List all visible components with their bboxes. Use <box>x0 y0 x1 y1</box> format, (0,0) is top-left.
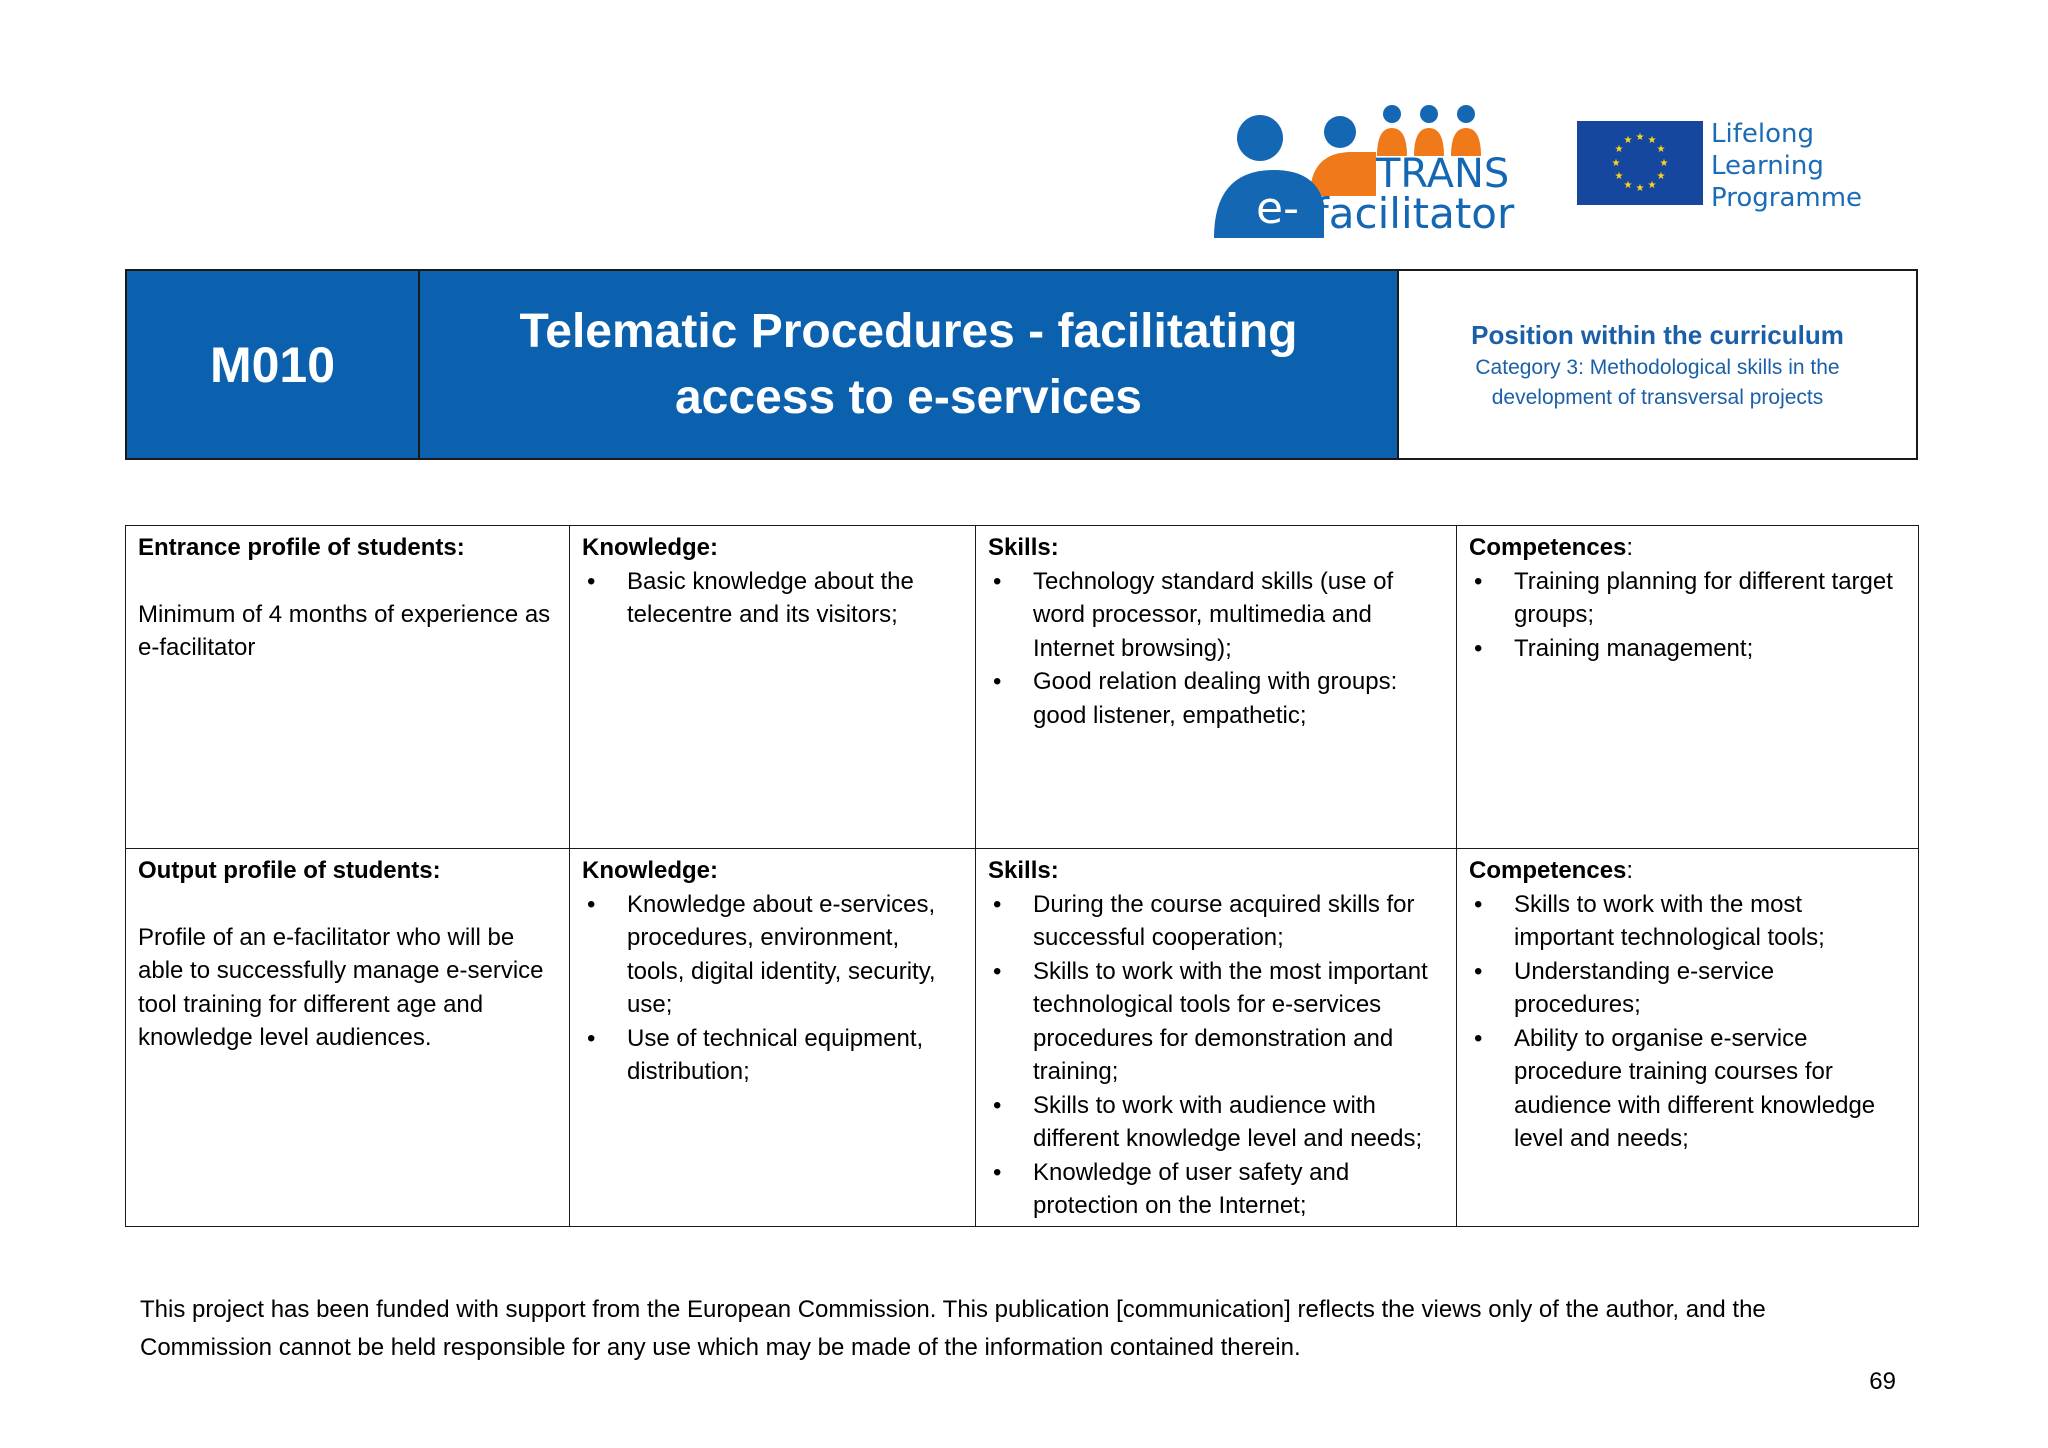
module-header <box>125 269 1918 460</box>
entrance-competences-header: Competences: <box>1469 534 1634 561</box>
list-item: • Skills to work with the most important technological tools for e-services procedures for demonstration and training; <box>988 955 1444 1089</box>
output-knowledge-list <box>582 888 963 1089</box>
eu-flag-icon <box>1577 121 1703 205</box>
output-profile-description: Profile of an e-facilitator who will be able to successfully manage e-service tool training for different age and knowledge level audiences. <box>138 923 544 1051</box>
module-title: Telematic Procedures - facilitating access to e-services <box>420 271 1399 458</box>
module-code: M010 <box>127 271 420 458</box>
eu-text-line3: Programme <box>1711 183 1863 213</box>
page-number: 69 <box>1869 1368 1896 1395</box>
svg-text:★: ★ <box>1647 135 1657 146</box>
entrance-skills-cell <box>976 526 1457 849</box>
list-item: • Skills to work with the most important technological tools; <box>1469 888 1906 955</box>
entrance-competences-cell <box>1457 526 1919 849</box>
entrance-knowledge-list <box>582 565 963 632</box>
output-knowledge-cell <box>570 849 976 1227</box>
entrance-profile-label: Entrance profile of students: <box>138 534 465 561</box>
svg-text:★: ★ <box>1656 144 1666 155</box>
funding-disclaimer: This project has been funded with support from the European Commission. This publication [communication] reflects the views only of the author, and the Commission cannot be held responsible for any use which may be made of the information contained therein. <box>140 1296 1766 1361</box>
list-item: • Basic knowledge about the telecentre and its visitors; <box>582 565 963 632</box>
list-item: • Training planning for different target groups; <box>1469 565 1906 632</box>
output-competences-list <box>1469 888 1906 1156</box>
svg-text:★: ★ <box>1623 180 1633 191</box>
svg-text:★: ★ <box>1614 171 1624 182</box>
list-item: • Technology standard skills (use of word processor, multimedia and Internet browsing); <box>988 565 1444 666</box>
eu-text-line1: Lifelong <box>1711 119 1814 149</box>
entrance-skills-list <box>988 565 1444 733</box>
svg-text:★: ★ <box>1614 144 1624 155</box>
entrance-skills-label: Skills: <box>988 534 1059 561</box>
output-competences-label: Competences <box>1469 857 1627 884</box>
svg-text:★: ★ <box>1656 171 1666 182</box>
output-skills-list <box>988 888 1444 1223</box>
output-profile-cell <box>126 849 570 1227</box>
curriculum-position <box>1399 271 1916 458</box>
curriculum-position-text: Category 3: Methodological skills in the development of transversal projects <box>1475 355 1840 409</box>
list-item: • Understanding e-service procedures; <box>1469 955 1906 1022</box>
svg-text:★: ★ <box>1647 180 1657 191</box>
logo-word-facilitator: facilitator <box>1314 189 1515 238</box>
svg-text:★: ★ <box>1611 158 1621 169</box>
output-profile-row <box>126 849 1919 1227</box>
entrance-profile-description: Minimum of 4 months of experience as e-facilitator <box>138 600 551 661</box>
list-item: • Knowledge about e-services, procedures, environment, tools, digital identity, security, use; <box>582 888 963 1022</box>
entrance-knowledge-cell <box>570 526 976 849</box>
output-knowledge-label: Knowledge: <box>582 857 718 884</box>
output-profile-label: Output profile of students: <box>138 857 441 884</box>
list-item: • Skills to work with audience with different knowledge level and needs; <box>988 1089 1444 1156</box>
entrance-knowledge-label: Knowledge: <box>582 534 718 561</box>
svg-text:★: ★ <box>1635 132 1645 143</box>
list-item: • Use of technical equipment, distribution; <box>582 1022 963 1089</box>
output-skills-cell <box>976 849 1457 1227</box>
entrance-competences-label: Competences <box>1469 534 1627 561</box>
list-item: • Good relation dealing with groups: good listener, empathetic; <box>988 665 1444 732</box>
curriculum-position-heading: Position within the curriculum <box>1471 319 1844 350</box>
output-competences-cell <box>1457 849 1919 1227</box>
e-facilitator-trans-logo <box>1214 100 1515 240</box>
logo-word-trans: TRANS <box>1376 151 1510 197</box>
list-item: • During the course acquired skills for successful cooperation; <box>988 888 1444 955</box>
svg-text:★: ★ <box>1623 135 1633 146</box>
list-item: • Knowledge of user safety and protection on the Internet; <box>988 1156 1444 1223</box>
entrance-profile-cell <box>126 526 570 849</box>
eu-text-line2: Learning <box>1711 151 1824 181</box>
entrance-competences-list <box>1469 565 1906 666</box>
output-skills-label: Skills: <box>988 857 1059 884</box>
svg-text:★: ★ <box>1659 158 1669 169</box>
entrance-profile-row <box>126 526 1919 849</box>
logo-word-e: e- <box>1256 183 1299 234</box>
svg-text:★: ★ <box>1635 183 1645 194</box>
list-item: • Ability to organise e-service procedure training courses for audience with different knowledge level and needs; <box>1469 1022 1906 1156</box>
profile-table <box>125 525 1919 1227</box>
eu-programme-name <box>1711 118 1862 214</box>
lifelong-learning-programme-logo <box>1577 118 1877 214</box>
list-item: • Training management; <box>1469 632 1906 666</box>
output-competences-header: Competences: <box>1469 857 1634 884</box>
